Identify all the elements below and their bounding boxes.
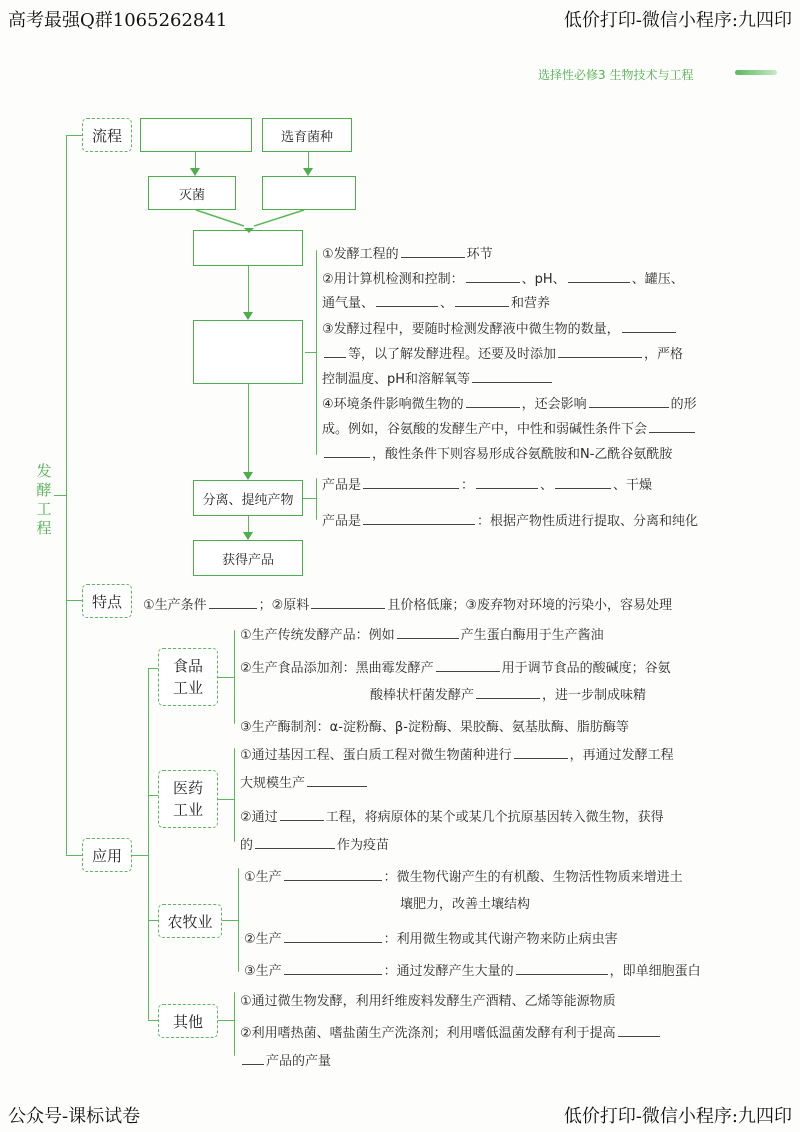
flow-step-1 <box>140 118 252 152</box>
arrow <box>303 168 313 176</box>
connector <box>308 152 309 168</box>
application-brace <box>148 668 149 1020</box>
agriculture-brace <box>238 868 239 972</box>
food-item-2: ②生产食品添加剂：黑曲霉发酵产 用于调节食品的酸碱度；谷氨 <box>240 661 671 676</box>
agri-item-1: ①生产 ：微生物代谢产生的有机酸、生物活性物质来增进土 <box>244 870 683 885</box>
application-brace-tip <box>132 855 148 856</box>
flow-step-4 <box>262 176 356 210</box>
medicine-item-2b: 的 作为疫苗 <box>240 838 390 853</box>
watermark-bottom-left: 公众号-课标试卷 <box>8 1106 141 1127</box>
branch-medicine <box>148 795 158 796</box>
food-item-1: ①生产传统发酵产品：例如 产生蛋白酶用于生产酱油 <box>240 628 604 643</box>
features-text: ①生产条件 ；②原料 且价格低廉；③废弃物对环境的污染小，容易处理 <box>143 598 672 613</box>
core-note-3b: 等，以了解发酵进程。还要及时添加 ，严格 <box>322 343 683 362</box>
separation-note-1: 产品是 ： 、 、干燥 <box>322 478 653 493</box>
core-note-2b: 通气量、 、 和营养 <box>322 296 551 311</box>
arrow <box>190 168 200 176</box>
flow-step-5 <box>193 230 303 266</box>
app-label-food: 食品 工业 <box>158 648 218 706</box>
food-item-2b: 酸棒状杆菌发酵产 ，进一步制成味精 <box>370 688 647 703</box>
app-label-agriculture: 农牧业 <box>158 904 222 938</box>
watermark-top-right: 低价打印-微信小程序:九四印 <box>563 10 792 31</box>
connector <box>248 516 249 532</box>
arrow <box>243 472 253 480</box>
medicine-item-1b: 大规模生产 <box>240 772 369 791</box>
other-item-2b: 产品的产量 <box>240 1050 331 1069</box>
branch-agriculture <box>148 920 158 921</box>
food-brace-tip <box>218 677 234 678</box>
brace-branch-features <box>66 600 82 601</box>
medicine-brace-tip <box>218 799 234 800</box>
other-brace <box>234 992 235 1056</box>
flow-step-6 <box>193 320 303 384</box>
header-accent-bar <box>735 70 777 75</box>
section-label-process: 流程 <box>82 118 132 152</box>
core-note-4: ④环境条件影响微生物的 ，还会影响 的形 <box>322 397 697 412</box>
app-label-medicine: 医药 工业 <box>158 770 218 828</box>
main-topic: 发酵工程 <box>36 462 52 537</box>
arrow <box>243 312 253 320</box>
medicine-item-2: ②通过 工程，将病原体的某个或某几个抗原基因转入微生物，获得 <box>240 810 664 825</box>
core-notes-brace <box>316 250 317 455</box>
core-note-1: ①发酵工程的 环节 <box>322 247 493 262</box>
connector <box>248 266 249 312</box>
medicine-brace <box>234 748 235 842</box>
main-brace-tip <box>54 495 67 496</box>
core-note-2: ②用计算机检测和控制： 、pH、 、罐压、 <box>322 272 684 287</box>
agri-item-3: ③生产 ：通过发酵产生大量的 ，即单细胞蛋白 <box>244 964 701 979</box>
other-brace-tip <box>218 1020 234 1021</box>
brace-branch-process <box>66 135 82 136</box>
watermark-bottom-right: 低价打印-微信小程序:九四印 <box>563 1106 792 1127</box>
food-item-3: ③生产酶制剂：α-淀粉酶、β-淀粉酶、果胶酶、氨基肽酶、脂肪酶等 <box>240 720 629 735</box>
brace-branch-application <box>66 855 82 856</box>
core-note-3: ③发酵过程中，要随时检测发酵液中微生物的数量， <box>322 318 678 337</box>
other-item-2: ②利用嗜热菌、嗜盐菌生产洗涤剂；利用嗜低温菌发酵有利于提高 <box>240 1022 662 1041</box>
agriculture-brace-tip <box>222 920 238 921</box>
connector <box>195 152 196 168</box>
core-note-4c: ，酸性条件下则容易形成谷氨酰胺和N-乙酰谷氨酰胺 <box>322 443 672 462</box>
merge-arrows <box>192 208 362 234</box>
separation-brace-tip <box>303 498 316 499</box>
separation-note-2: 产品是 ：根据产物性质进行提取、分离和纯化 <box>322 514 699 529</box>
branch-other <box>148 1020 158 1021</box>
core-notes-brace-tip <box>305 352 316 353</box>
agri-item-1b: 壤肥力，改善土壤结构 <box>400 897 531 912</box>
agri-item-2: ②生产 ：利用微生物或其代谢产物来防止病虫害 <box>244 932 618 947</box>
flow-step-7: 分离、提纯产物 <box>193 480 303 516</box>
app-label-other: 其他 <box>158 1004 218 1038</box>
medicine-item-1: ①通过基因工程、蛋白质工程对微生物菌种进行 ，再通过发酵工程 <box>240 748 674 763</box>
section-label-application: 应用 <box>82 838 132 872</box>
separation-brace <box>316 478 317 520</box>
flow-step-3: 灭菌 <box>148 176 236 210</box>
page-header-title: 选择性必修3 生物技术与工程 <box>538 68 694 82</box>
branch-food <box>148 668 158 669</box>
arrow <box>243 532 253 540</box>
section-label-features: 特点 <box>82 584 132 618</box>
core-note-3c: 控制温度、pH和溶解氧等 <box>322 368 554 387</box>
flow-step-8: 获得产品 <box>193 540 303 576</box>
flow-step-2: 选育菌种 <box>262 118 352 152</box>
other-item-1: ①通过微生物发酵，利用纤维废料发酵生产酒精、乙烯等能源物质 <box>240 994 616 1009</box>
connector <box>248 384 249 472</box>
food-brace <box>234 630 235 724</box>
watermark-top-left: 高考最强Q群1065262841 <box>8 10 228 31</box>
core-note-4b: 成。例如，谷氨酸的发酵生产中，中性和弱碱性条件下会 <box>322 418 697 437</box>
